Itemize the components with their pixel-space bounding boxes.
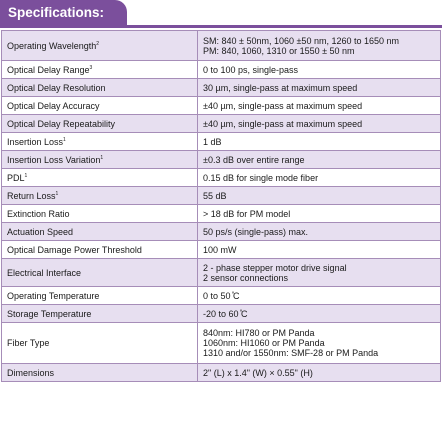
spec-label-text: Insertion Loss (7, 136, 64, 147)
spec-row (2, 187, 441, 205)
spec-label-text: Insertion Loss Variation (7, 154, 101, 165)
spec-value (198, 169, 441, 187)
spec-value (198, 187, 441, 205)
spec-label (2, 151, 198, 169)
spec-value-line: SM: 840 ± 50nm, 1060 ±50 nm, 1260 to 1650 nm (203, 35, 400, 46)
spec-value (198, 259, 441, 287)
spec-value (198, 79, 441, 97)
spec-value (198, 364, 441, 382)
spec-label (2, 323, 198, 364)
header-rule (0, 25, 442, 28)
spec-value-line: 0 to 100 ps, single-pass (203, 64, 299, 75)
spec-label-text: Optical Delay Accuracy (7, 100, 100, 111)
spec-label (2, 364, 198, 382)
spec-value (198, 241, 441, 259)
spec-value (198, 133, 441, 151)
spec-value (198, 305, 441, 323)
spec-row (2, 223, 441, 241)
spec-value-line: 840nm: HI780 or PM Panda (203, 328, 315, 338)
spec-row (2, 79, 441, 97)
spec-value-line: 0.15 dB for single mode fiber (203, 172, 319, 183)
spec-label-text: Extinction Ratio (7, 208, 70, 219)
spec-value (198, 223, 441, 241)
spec-label (2, 241, 198, 259)
spec-label (2, 115, 198, 133)
spec-label-text: Return Loss (7, 190, 56, 201)
spec-label (2, 169, 198, 187)
spec-row (2, 364, 441, 382)
spec-value-line: 100 mW (203, 244, 237, 255)
footnote-marker: 1 (63, 136, 66, 143)
spec-label (2, 223, 198, 241)
spec-label-text: Actuation Speed (7, 226, 74, 237)
spec-label (2, 133, 198, 151)
spec-value-line: 2" (L) x 1.4" (W) × 0.55" (H) (203, 367, 313, 378)
spec-label-text: Electrical Interface (7, 267, 82, 278)
footnote-marker: 3 (89, 64, 93, 71)
spec-label-text: Optical Delay Range (7, 64, 90, 75)
footnote-marker: 2 (96, 40, 99, 47)
spec-label (2, 187, 198, 205)
spec-label-text: Optical Delay Resolution (7, 82, 106, 93)
footnote-marker: 1 (24, 172, 28, 179)
spec-row (2, 97, 441, 115)
spec-label (2, 287, 198, 305)
spec-row (2, 115, 441, 133)
spec-row (2, 323, 441, 364)
spec-row (2, 133, 441, 151)
spec-label-text: Optical Damage Power Threshold (7, 244, 142, 255)
spec-label (2, 61, 198, 79)
spec-value-line: 1 dB (203, 136, 222, 147)
spec-value (198, 61, 441, 79)
header-title: Specifications: (8, 5, 105, 20)
spec-label-text: Operating Temperature (7, 290, 100, 301)
spec-value-line: 50 ps/s (single-pass) max. (203, 226, 309, 237)
spec-value-line: 2 sensor connections (203, 272, 289, 283)
spec-row (2, 169, 441, 187)
spec-value (198, 97, 441, 115)
footnote-marker: 1 (55, 190, 59, 197)
spec-value-line: 2 - phase stepper motor drive signal (203, 262, 347, 273)
spec-value-line: > 18 dB for PM model (203, 208, 291, 219)
spec-label-text: Operating Wavelength (7, 40, 97, 51)
spec-value-line: 1060nm: HI1060 or PM Panda (203, 338, 325, 348)
spec-value-line: ±0.3 dB over entire range (203, 154, 305, 165)
spec-label (2, 31, 198, 61)
spec-value-line: ±40 µm, single-pass at maximum speed (203, 118, 363, 129)
spec-label (2, 205, 198, 223)
spec-value (198, 323, 441, 364)
spec-row (2, 61, 441, 79)
spec-value (198, 31, 441, 61)
spec-row (2, 259, 441, 287)
spec-value-line: 55 dB (203, 190, 227, 201)
spec-label (2, 259, 198, 287)
spec-value-line: 0 to 50 ̊C (203, 290, 240, 301)
spec-label-text: Storage Temperature (7, 308, 92, 319)
spec-value (198, 151, 441, 169)
spec-row (2, 151, 441, 169)
spec-label (2, 97, 198, 115)
specifications-header (0, 0, 127, 25)
spec-value (198, 115, 441, 133)
spec-value (198, 287, 441, 305)
spec-label-text: PDL (7, 172, 25, 183)
spec-label-text: Optical Delay Repeatability (7, 118, 116, 129)
spec-label-text: Dimensions (7, 367, 55, 378)
spec-row (2, 241, 441, 259)
footnote-marker: 1 (100, 154, 104, 161)
spec-row (2, 305, 441, 323)
spec-value-line: 1310 and/or 1550nm: SMF-28 or PM Panda (203, 348, 379, 358)
spec-value-line: 30 µm, single-pass at maximum speed (203, 82, 358, 93)
spec-value-line: PM: 840, 1060, 1310 or 1550 ± 50 nm (203, 45, 355, 56)
spec-label-text: Fiber Type (7, 338, 50, 348)
spec-value-line: -20 to 60 ̊C (203, 308, 248, 319)
spec-table (1, 30, 441, 382)
spec-label (2, 305, 198, 323)
spec-row (2, 287, 441, 305)
spec-row (2, 31, 441, 61)
spec-value (198, 205, 441, 223)
spec-row (2, 205, 441, 223)
spec-value-line: ±40 µm, single-pass at maximum speed (203, 100, 363, 111)
spec-label (2, 79, 198, 97)
